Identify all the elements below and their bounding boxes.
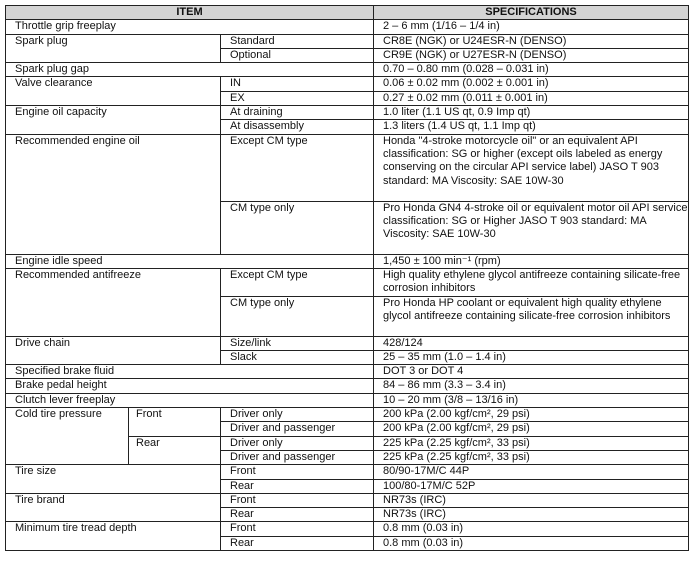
item-label: Recommended antifreeze <box>6 268 221 336</box>
item-label: Engine oil capacity <box>6 106 221 135</box>
table-row <box>6 365 689 379</box>
table-row <box>6 268 689 296</box>
sub-item-label: Driver and passenger <box>221 422 374 436</box>
table-row <box>6 254 689 268</box>
sub-item-label: Rear <box>221 536 374 550</box>
table-row <box>6 34 689 48</box>
spec-value: NR73s (IRC) <box>374 508 689 522</box>
table-row <box>6 77 689 91</box>
sub-item-label: Driver and passenger <box>221 450 374 464</box>
item-label: Clutch lever freeplay <box>6 393 374 407</box>
spec-value: 225 kPa (2.25 kgf/cm², 33 psi) <box>374 450 689 464</box>
sub-item-label: Slack <box>221 350 374 364</box>
spec-value: High quality ethylene glycol antifreeze containing silicate-free corrosion inhibitors <box>374 268 689 296</box>
item-label: Tire brand <box>6 493 221 522</box>
sub-item-label: Optional <box>221 48 374 62</box>
sub-item-label: Standard <box>221 34 374 48</box>
spec-value: Honda "4-stroke motorcycle oil" or an equivalent API classification: SG or higher (except oils labeled as energy conserving on the circular API service label) JASO T 903 standard: MA Viscosity: SAE 10W-30 <box>374 134 689 201</box>
item-column-header: ITEM <box>6 6 374 20</box>
item-label: Throttle grip freeplay <box>6 20 374 34</box>
item-label: Drive chain <box>6 336 221 365</box>
sub-item-label: Front <box>221 465 374 479</box>
table-row <box>6 63 689 77</box>
spec-value: 80/90-17M/C 44P <box>374 465 689 479</box>
spec-value: CR9E (NGK) or U27ESR-N (DENSO) <box>374 48 689 62</box>
item-label: Cold tire pressure <box>6 408 129 465</box>
item-label: Spark plug <box>6 34 221 63</box>
table-row <box>6 465 689 479</box>
spec-value: 1.3 liters (1.4 US qt, 1.1 Imp qt) <box>374 120 689 134</box>
group-label: Rear <box>129 436 221 465</box>
spec-value: 0.70 – 0.80 mm (0.028 – 0.031 in) <box>374 63 689 77</box>
item-label: Brake pedal height <box>6 379 374 393</box>
sub-item-label: IN <box>221 77 374 91</box>
spec-value: 100/80-17M/C 52P <box>374 479 689 493</box>
spec-value: 200 kPa (2.00 kgf/cm², 29 psi) <box>374 422 689 436</box>
sub-item-label: Rear <box>221 479 374 493</box>
spec-value: 84 – 86 mm (3.3 – 3.4 in) <box>374 379 689 393</box>
item-label: Minimum tire tread depth <box>6 522 221 551</box>
sub-item-label: At disassembly <box>221 120 374 134</box>
spec-value: NR73s (IRC) <box>374 493 689 507</box>
spec-value: 0.8 mm (0.03 in) <box>374 536 689 550</box>
table-row <box>6 106 689 120</box>
sub-item-label: CM type only <box>221 201 374 254</box>
sub-item-label: Front <box>221 493 374 507</box>
table-row <box>6 408 689 422</box>
item-label: Spark plug gap <box>6 63 374 77</box>
group-label: Front <box>129 408 221 437</box>
sub-item-label: Except CM type <box>221 268 374 296</box>
spec-value: 1,450 ± 100 min⁻¹ (rpm) <box>374 254 689 268</box>
table-row <box>6 336 689 350</box>
sub-item-label: EX <box>221 91 374 105</box>
spec-value: CR8E (NGK) or U24ESR-N (DENSO) <box>374 34 689 48</box>
table-row <box>6 134 689 201</box>
sub-item-label: Except CM type <box>221 134 374 201</box>
specifications-column-header: SPECIFICATIONS <box>374 6 689 20</box>
table-header-row <box>6 6 689 20</box>
table-row <box>6 379 689 393</box>
table-row <box>6 522 689 536</box>
spec-value: 0.8 mm (0.03 in) <box>374 522 689 536</box>
spec-value: 25 – 35 mm (1.0 – 1.4 in) <box>374 350 689 364</box>
sub-item-label: Rear <box>221 508 374 522</box>
sub-item-label: Front <box>221 522 374 536</box>
spec-value: 200 kPa (2.00 kgf/cm², 29 psi) <box>374 408 689 422</box>
sub-item-label: CM type only <box>221 296 374 336</box>
item-label: Recommended engine oil <box>6 134 221 254</box>
table-row <box>6 493 689 507</box>
sub-item-label: Driver only <box>221 408 374 422</box>
item-label: Specified brake fluid <box>6 365 374 379</box>
item-label: Tire size <box>6 465 221 494</box>
sub-item-label: At draining <box>221 106 374 120</box>
spec-value: 0.06 ± 0.02 mm (0.002 ± 0.001 in) <box>374 77 689 91</box>
spec-value: 428/124 <box>374 336 689 350</box>
spec-value: Pro Honda GN4 4-stroke oil or equivalent motor oil API service classification: SG or Higher JASO T 903 standard: MA Viscosity: SAE 10W-30 <box>374 201 689 254</box>
spec-value: 0.27 ± 0.02 mm (0.011 ± 0.001 in) <box>374 91 689 105</box>
sub-item-label: Driver only <box>221 436 374 450</box>
table-row <box>6 393 689 407</box>
specifications-table <box>5 5 689 551</box>
item-label: Engine idle speed <box>6 254 374 268</box>
item-label: Valve clearance <box>6 77 221 106</box>
spec-value: 10 – 20 mm (3/8 – 13/16 in) <box>374 393 689 407</box>
spec-value: 225 kPa (2.25 kgf/cm², 33 psi) <box>374 436 689 450</box>
spec-value: 2 – 6 mm (1/16 – 1/4 in) <box>374 20 689 34</box>
sub-item-label: Size/link <box>221 336 374 350</box>
spec-value: Pro Honda HP coolant or equivalent high quality ethylene glycol antifreeze containing silicate-free corrosion inhibitors <box>374 296 689 336</box>
spec-value: DOT 3 or DOT 4 <box>374 365 689 379</box>
spec-value: 1.0 liter (1.1 US qt, 0.9 Imp qt) <box>374 106 689 120</box>
table-row <box>6 20 689 34</box>
